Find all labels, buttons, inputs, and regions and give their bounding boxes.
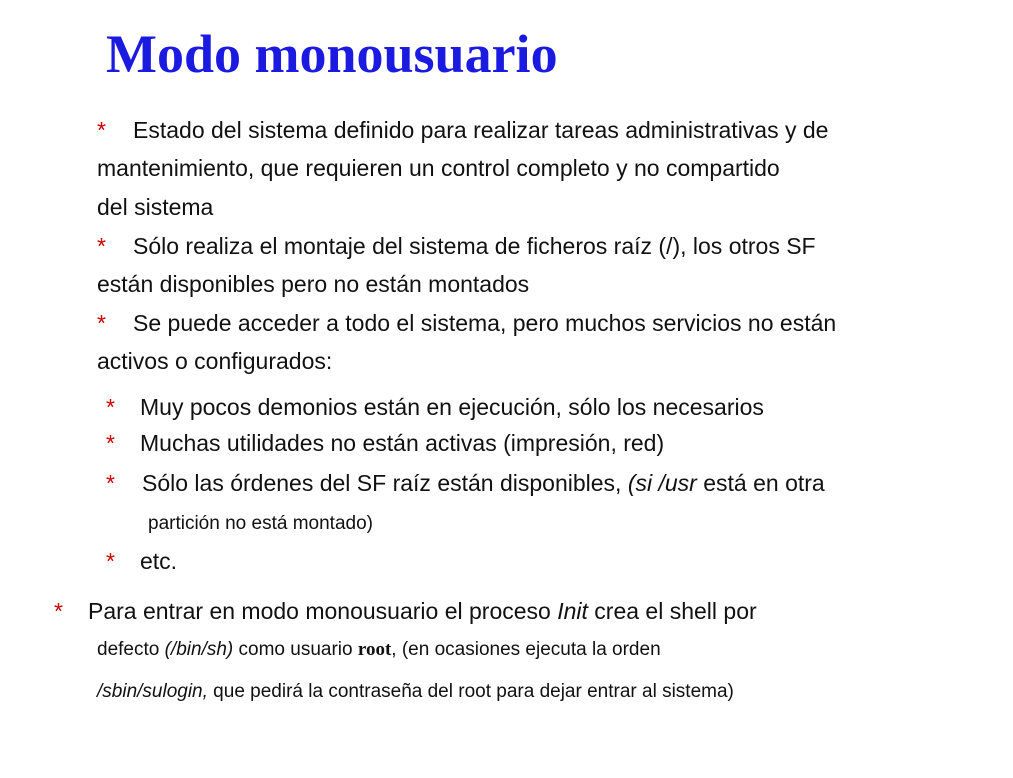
p4-line-2-text-e: , (en ocasiones ejecuta la orden xyxy=(391,639,661,660)
p3-line-2: activos o configurados: xyxy=(97,348,333,374)
p4-line-1 xyxy=(54,597,757,625)
sub-item-2 xyxy=(106,429,664,457)
p4-line-2-text-a: defecto xyxy=(97,639,165,660)
bullet-mark: * xyxy=(97,233,106,259)
sub-item-3-continuation: partición no está montado) xyxy=(148,513,373,534)
p2-line-1 xyxy=(97,232,816,260)
p4-line-1-text-a: Para entrar en modo monousuario el proceso xyxy=(88,598,558,624)
p3-line-1 xyxy=(97,309,836,337)
p1-line-2: mantenimiento, que requieren un control completo y no compartido xyxy=(97,155,780,181)
bullet-mark: * xyxy=(97,117,106,143)
bullet-mark: * xyxy=(106,470,115,496)
p1-line-3: del sistema xyxy=(97,194,214,220)
p1-line-1-text: Estado del sistema definido para realizar tareas administrativas y de xyxy=(133,117,829,143)
p3-line-1-text: Se puede acceder a todo el sistema, pero muchos servicios no están xyxy=(133,310,837,336)
sub-item-1 xyxy=(106,393,764,421)
sub-item-1-text: Muy pocos demonios están en ejecución, sólo los necesarios xyxy=(140,394,764,420)
sub-item-3 xyxy=(106,469,825,497)
p4-line-3-text-a: /sbin/sulogin, xyxy=(97,681,208,702)
sub-item-4-text: etc. xyxy=(140,548,178,574)
sub-item-3-text-a: Sólo las órdenes del SF raíz están disponibles, xyxy=(142,470,628,496)
sub-item-3-text-c: está en otra xyxy=(696,470,825,496)
p4-line-2-text-b: (/bin/sh) xyxy=(164,639,234,660)
p4-line-1-text-b: Init xyxy=(557,598,588,624)
p4-line-3 xyxy=(97,680,734,704)
p2-line-2: están disponibles pero no están montados xyxy=(97,271,530,297)
bullet-mark: * xyxy=(106,430,115,456)
sub-item-2-text: Muchas utilidades no están activas (impresión, red) xyxy=(140,430,665,456)
p4-line-3-text-b: que pedirá la contraseña del root para dejar entrar al sistema) xyxy=(207,681,734,702)
bullet-mark: * xyxy=(97,310,106,336)
p4-line-2 xyxy=(97,638,661,662)
bullet-mark: * xyxy=(54,598,63,624)
bullet-mark: * xyxy=(106,548,115,574)
p4-line-1-text-c: crea el shell por xyxy=(587,598,757,624)
bullet-mark: * xyxy=(106,394,115,420)
p4-line-2-text-d: root xyxy=(357,639,392,660)
p4-line-2-text-c: como usuario xyxy=(233,639,358,660)
p1-line-1 xyxy=(97,116,828,144)
sub-item-3-text-b: (si /usr xyxy=(627,470,697,496)
sub-item-4 xyxy=(106,547,177,575)
p2-line-1-text: Sólo realiza el montaje del sistema de ficheros raíz (/), los otros SF xyxy=(133,233,816,259)
page-title: Modo monousuario xyxy=(106,24,558,84)
